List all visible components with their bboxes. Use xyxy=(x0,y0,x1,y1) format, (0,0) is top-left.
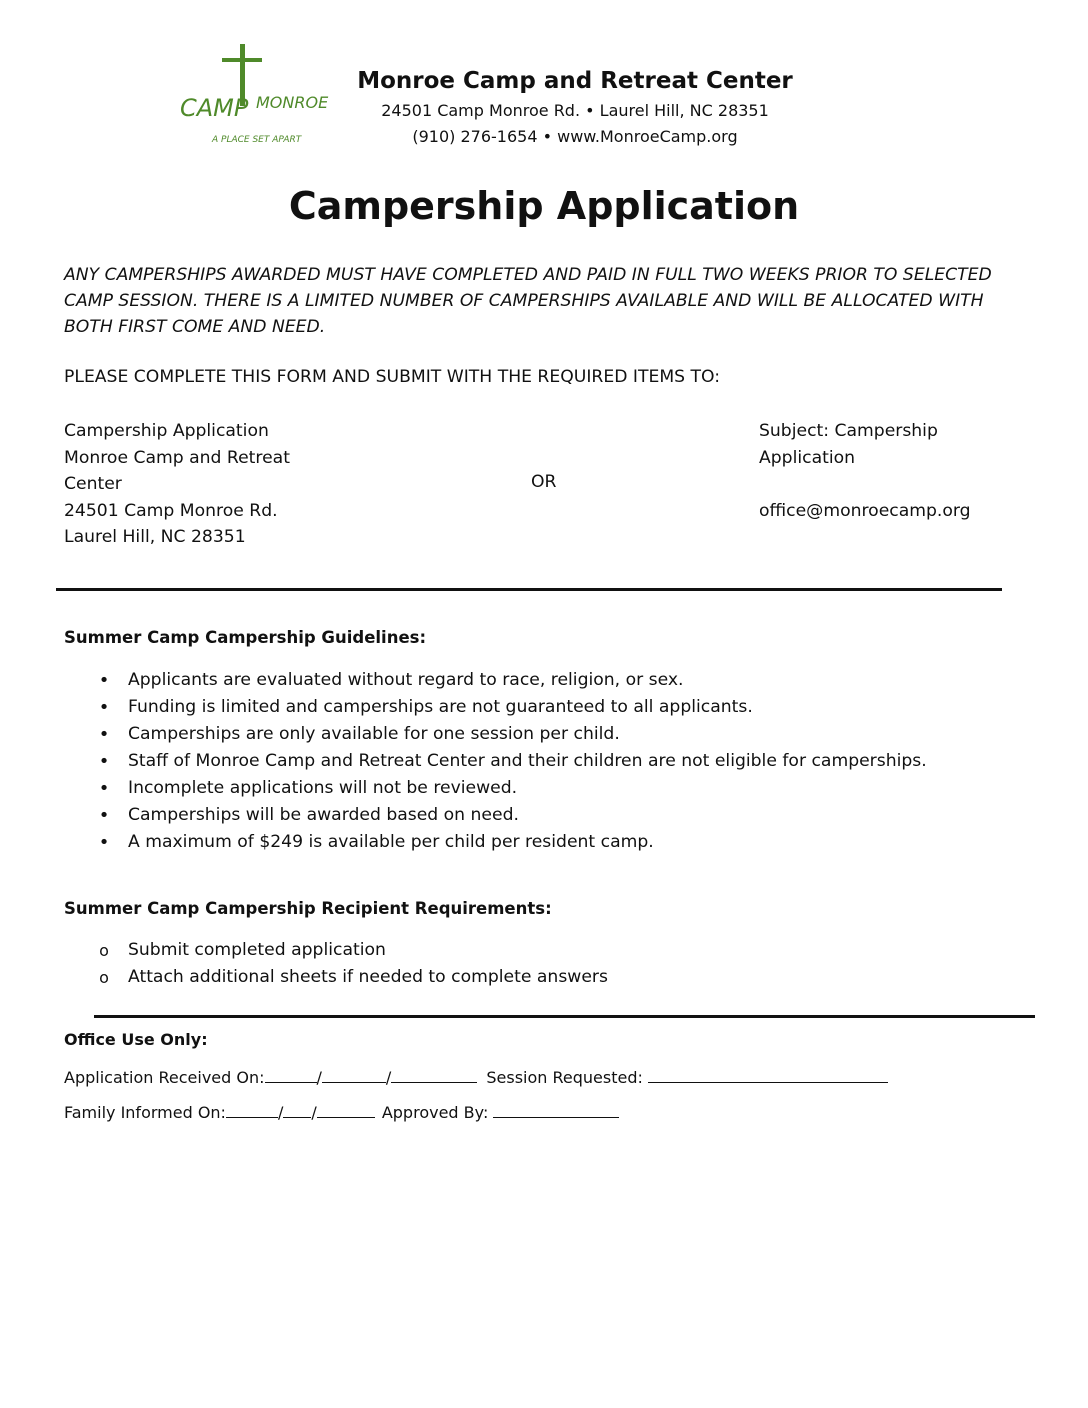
page-title: Campership Application xyxy=(288,184,800,228)
mail-address-line: Monroe Camp and Retreat Center xyxy=(64,447,290,494)
camp-cross-logo-icon xyxy=(176,42,332,150)
bullet-icon xyxy=(94,829,114,857)
requirements-heading: Summer Camp Campership Recipient Requirements: xyxy=(64,899,552,918)
mailing-address xyxy=(64,418,324,551)
date-separator: / xyxy=(311,1103,317,1122)
email-address: office@monroecamp.org xyxy=(759,500,971,521)
list-item: • Staff of Monroe Camp and Retreat Center and their children are not eligible for camperships. xyxy=(64,748,927,775)
office-divider xyxy=(94,1015,1035,1018)
notice-text: ANY CAMPERSHIPS AWARDED MUST HAVE COMPLETED AND PAID IN FULL TWO WEEKS PRIOR TO SELECTED CAMP SESSION. THERE IS A LIMITED NUMBER OF CAMPERSHIPS AVAILABLE AND WILL BE ALLOCATED WITH BOTH FIRST COME AND NEED. xyxy=(64,265,992,337)
office-use-heading: Office Use Only: xyxy=(64,1030,208,1049)
bullet-icon xyxy=(94,667,114,695)
date-separator: / xyxy=(316,1068,322,1087)
org-address: 24501 Camp Monroe Rd. • Laurel Hill, NC 28351 xyxy=(381,101,769,120)
svg-text:CAMP: CAMP xyxy=(180,94,249,122)
received-label: Application Received On: xyxy=(64,1068,265,1087)
bullet-icon xyxy=(94,802,114,830)
org-name: Monroe Camp and Retreat Center xyxy=(357,68,793,94)
section-divider xyxy=(56,588,1002,591)
guidelines-list xyxy=(64,667,927,856)
informed-year-field[interactable] xyxy=(317,1102,375,1118)
received-day-field[interactable] xyxy=(322,1067,386,1083)
bullet-icon xyxy=(94,721,114,749)
received-month-field[interactable] xyxy=(265,1067,317,1083)
informed-line xyxy=(64,1102,619,1122)
requirements-list xyxy=(64,937,608,991)
informed-label: Family Informed On: xyxy=(64,1103,226,1122)
list-item: o Attach additional sheets if needed to complete answers xyxy=(64,964,608,991)
list-item: • Funding is limited and camperships are not guaranteed to all applicants. xyxy=(64,694,927,721)
date-separator: / xyxy=(385,1068,392,1087)
submit-instruction: PLEASE COMPLETE THIS FORM AND SUBMIT WITH THE REQUIRED ITEMS TO: xyxy=(64,367,721,387)
list-item: • A maximum of $249 is available per child per resident camp. xyxy=(64,829,927,856)
received-line xyxy=(64,1067,888,1087)
list-item: • Incomplete applications will not be reviewed. xyxy=(64,775,927,802)
org-contact: (910) 276-1654 • www.MonroeCamp.org xyxy=(412,127,738,146)
bullet-icon xyxy=(94,775,114,803)
mail-address-line: Campership Application xyxy=(64,421,269,441)
mail-address-line: Laurel Hill, NC 28351 xyxy=(64,527,246,547)
list-item: o Submit completed application xyxy=(64,937,608,964)
or-label: OR xyxy=(531,472,557,492)
session-requested-field[interactable] xyxy=(648,1067,888,1083)
bullet-icon xyxy=(94,694,114,722)
approved-by-field[interactable] xyxy=(493,1102,619,1118)
session-label: Session Requested: xyxy=(486,1068,643,1087)
date-separator: / xyxy=(277,1103,284,1122)
svg-text:MONROE: MONROE xyxy=(256,93,329,112)
bullet-icon xyxy=(94,748,114,776)
email-option xyxy=(759,418,1009,524)
list-item: • Camperships will be awarded based on need. xyxy=(64,802,927,829)
guidelines-heading: Summer Camp Campership Guidelines: xyxy=(64,628,427,647)
email-subject: Subject: Campership Application xyxy=(759,421,938,468)
list-item: • Applicants are evaluated without regard to race, religion, or sex. xyxy=(64,667,927,694)
svg-text:A PLACE SET APART: A PLACE SET APART xyxy=(212,135,302,145)
circle-bullet-icon xyxy=(94,964,114,992)
camp-monroe-logo xyxy=(176,42,332,150)
circle-bullet-icon xyxy=(94,937,114,965)
informed-day-field[interactable] xyxy=(283,1102,311,1118)
list-item: • Camperships are only available for one session per child. xyxy=(64,721,927,748)
approved-label: Approved By: xyxy=(381,1103,489,1122)
informed-month-field[interactable] xyxy=(226,1102,278,1118)
mail-address-line: 24501 Camp Monroe Rd. xyxy=(64,500,278,521)
received-year-field[interactable] xyxy=(391,1067,477,1083)
